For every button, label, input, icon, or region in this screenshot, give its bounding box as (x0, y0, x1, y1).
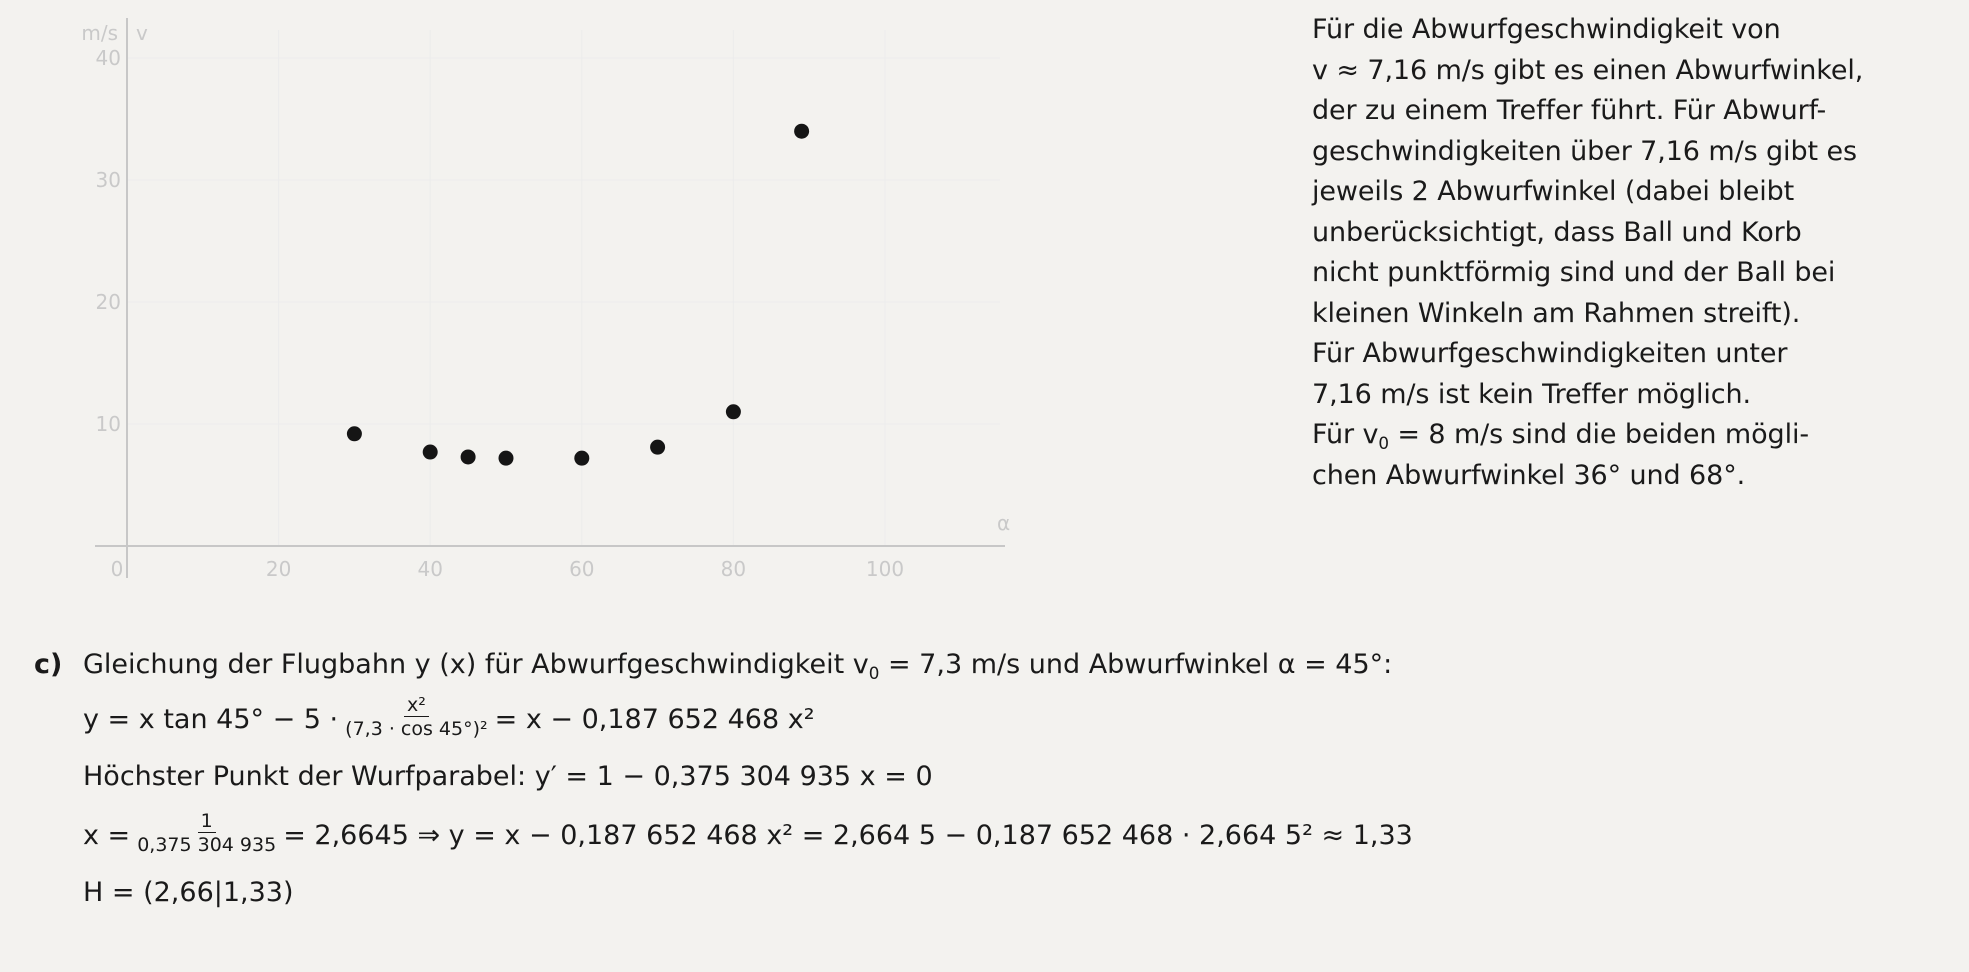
y-tick-labels (96, 46, 121, 436)
explanation-line-5: jeweils 2 Abwurfwinkel (dabei bleibt (1312, 176, 1795, 207)
data-point (461, 449, 476, 464)
y-tick-label: 10 (95, 412, 121, 436)
highpoint-calculation (83, 804, 1954, 866)
explanation-line-6: unberücksichtigt, dass Ball und Korb (1312, 216, 1802, 248)
part-c-heading-subscript: 0 (868, 662, 880, 683)
data-point (726, 404, 741, 419)
explanation-text (1312, 10, 1962, 496)
highpoint-condition: Höchster Punkt der Wurfparabel: y′ = 1 − 0,375 304 935 x = 0 (83, 761, 933, 792)
explanation-line-3: der zu einem Treffer führt. Für Abwurf- (1312, 95, 1827, 126)
highpoint-calculation-suffix: = 2,6645 ⇒ y = x − 0,187 652 468 x² = 2,664 5 − 0,187 652 468 · 2,664 5² ≈ 1,33 (283, 819, 1413, 851)
explanation-line-7: nicht punktförmig sind und der Ball bei (1312, 257, 1836, 288)
data-point (499, 451, 514, 466)
highpoint-fraction-numerator: 1 (198, 810, 216, 833)
x-tick-label: 80 (720, 557, 747, 581)
y-tick-label: 30 (95, 168, 121, 192)
data-point (650, 440, 665, 455)
explanation-line-11-start: Für v (1312, 419, 1379, 450)
x-tick-label: 100 (865, 557, 905, 581)
data-points (347, 124, 809, 466)
highpoint-fraction (134, 810, 279, 857)
explanation-line-10: 7,16 m/s ist kein Treffer möglich. (1312, 378, 1752, 410)
data-point (423, 445, 438, 460)
x-axis-variable-label: α (997, 511, 1011, 535)
explanation-line-1: Für die Abwurfgeschwindigkeit von (1312, 14, 1781, 45)
trajectory-equation-prefix: y = x tan 45° − 5 · (83, 703, 339, 735)
y-tick-label: 20 (95, 290, 121, 314)
explanation-line-11-end: = 8 m/s sind die beiden mögli- (1388, 419, 1810, 450)
y-axis-variable-label: v (136, 21, 148, 45)
explanation-line-9: Für Abwurfgeschwindigkeiten unter (1312, 338, 1788, 369)
data-point (794, 124, 809, 139)
explanation-line-8: kleinen Winkeln am Rahmen streift). (1312, 297, 1801, 329)
x-tick-label: 40 (417, 557, 443, 581)
explanation-line-12: chen Abwurfwinkel 36° und 68°. (1312, 459, 1746, 491)
explanation-line-11-subscript: 0 (1378, 432, 1389, 453)
explanation-line-11 (1312, 415, 1962, 456)
grid (127, 30, 1000, 546)
data-point (574, 451, 589, 466)
x-tick-label: 60 (569, 557, 595, 581)
trajectory-fraction-numerator: x² (404, 694, 429, 717)
trajectory-fraction (342, 694, 490, 741)
highpoint-calculation-prefix: x = (83, 819, 131, 851)
x-tick-label: 0 (110, 557, 124, 581)
part-c-heading-end: = 7,3 m/s und Abwurfwinkel α = 45°: (879, 649, 1393, 680)
y-tick-label: 40 (95, 46, 121, 70)
part-c-solution (34, 642, 1954, 920)
trajectory-equation (83, 688, 1954, 750)
highpoint-result: H = (2,66|1,33) (83, 877, 294, 908)
trajectory-fraction-denominator: (7,3 · cos 45°)² (345, 717, 488, 740)
y-axis-unit-label: m/s (81, 21, 118, 45)
data-point (347, 426, 362, 441)
trajectory-equation-suffix: = x − 0,187 652 468 x² (494, 703, 815, 735)
x-tick-labels (111, 557, 904, 581)
part-c-label: c) (34, 649, 63, 680)
part-c-heading-start: Gleichung der Flugbahn y (x) für Abwurfgeschwindigkeit v (83, 649, 869, 680)
part-c-heading (34, 642, 1954, 688)
scatter-chart (0, 0, 1290, 600)
explanation-line-2: v ≈ 7,16 m/s gibt es einen Abwurfwinkel, (1312, 54, 1864, 86)
explanation-line-4: geschwindigkeiten über 7,16 m/s gibt es (1312, 135, 1857, 167)
x-tick-label: 20 (265, 557, 292, 581)
highpoint-fraction-denominator: 0,375 304 935 (137, 833, 277, 856)
